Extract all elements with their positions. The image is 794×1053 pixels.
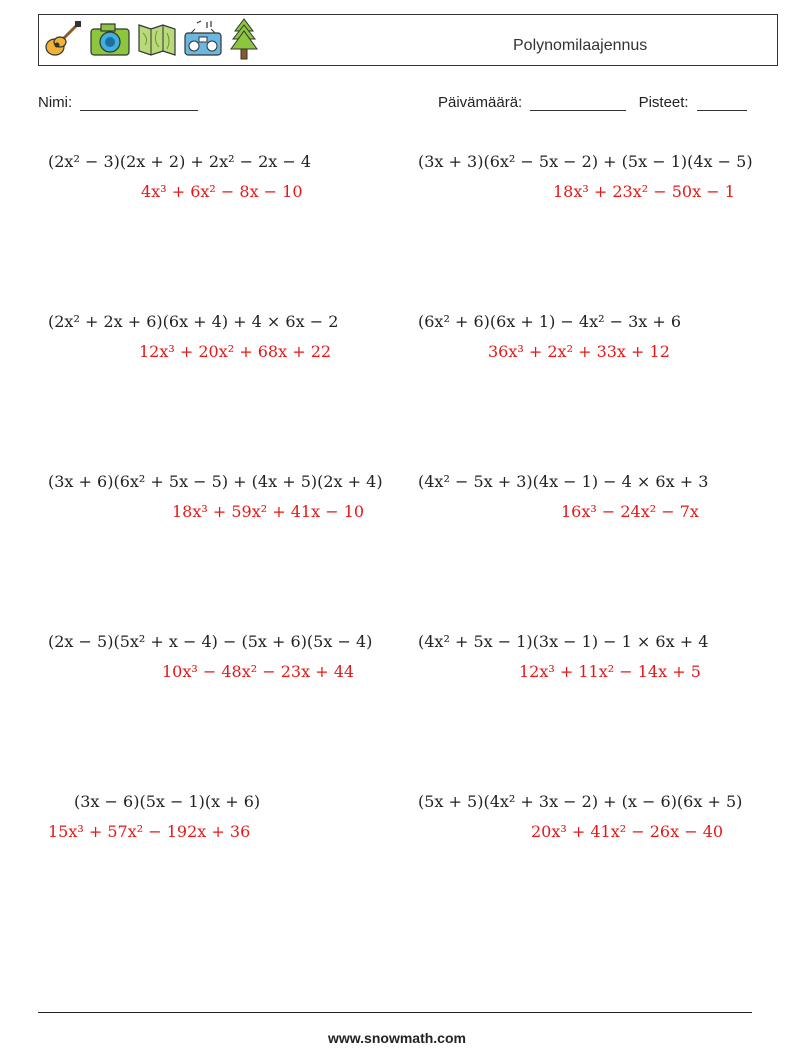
tree-icon bbox=[229, 17, 259, 66]
problem-7-question: (2x − 5)(5x² + x − 4) − (5x + 6)(5x − 4) bbox=[48, 632, 373, 651]
problem-5-answer: 18x³ + 59x² + 41x − 10 bbox=[172, 502, 365, 521]
problem-1-answer: 4x³ + 6x² − 8x − 10 bbox=[141, 182, 303, 201]
problem-7-answer: 10x³ − 48x² − 23x + 44 bbox=[162, 662, 355, 681]
worksheet-header bbox=[38, 14, 778, 66]
problem-9-question: (3x − 6)(5x − 1)(x + 6) bbox=[74, 792, 261, 811]
radio-icon bbox=[183, 19, 223, 64]
header-icons bbox=[43, 19, 259, 63]
score-label: Pisteet: bbox=[638, 94, 689, 111]
name-field bbox=[38, 94, 198, 111]
problem-2-question: (3x + 3)(6x² − 5x − 2) + (5x − 1)(4x − 5) bbox=[418, 152, 753, 171]
problem-5-question: (3x + 6)(6x² + 5x − 5) + (4x + 5)(2x + 4) bbox=[48, 472, 383, 491]
footer-divider bbox=[38, 1012, 752, 1013]
worksheet-title: Polynomilaajennus bbox=[513, 37, 648, 54]
problem-8-answer: 12x³ + 11x² − 14x + 5 bbox=[519, 662, 701, 681]
problem-4-answer: 36x³ + 2x² + 33x + 12 bbox=[488, 342, 670, 361]
date-label: Päivämäärä: bbox=[438, 94, 523, 111]
map-icon bbox=[137, 21, 177, 62]
date-score-fields bbox=[438, 94, 747, 111]
problem-6-answer: 16x³ − 24x² − 7x bbox=[561, 502, 699, 521]
problem-9-answer: 15x³ + 57x² − 192x + 36 bbox=[48, 822, 251, 841]
problem-4-question: (6x² + 6)(6x + 1) − 4x² − 3x + 6 bbox=[418, 312, 682, 331]
problem-1-question: (2x² − 3)(2x + 2) + 2x² − 2x − 4 bbox=[48, 152, 312, 171]
problem-2-answer: 18x³ + 23x² − 50x − 1 bbox=[553, 182, 735, 201]
name-label: Nimi: bbox=[38, 94, 73, 111]
problem-10-question: (5x + 5)(4x² + 3x − 2) + (x − 6)(6x + 5) bbox=[418, 792, 743, 811]
name-line[interactable] bbox=[80, 96, 198, 111]
problem-10-answer: 20x³ + 41x² − 26x − 40 bbox=[531, 822, 724, 841]
date-line[interactable] bbox=[530, 96, 626, 111]
problem-3-answer: 12x³ + 20x² + 68x + 22 bbox=[139, 342, 332, 361]
problem-6-question: (4x² − 5x + 3)(4x − 1) − 4 × 6x + 3 bbox=[418, 472, 709, 491]
camera-icon bbox=[89, 21, 131, 62]
problem-8-question: (4x² + 5x − 1)(3x − 1) − 1 × 6x + 4 bbox=[418, 632, 709, 651]
guitar-icon bbox=[43, 19, 83, 64]
problem-3-question: (2x² + 2x + 6)(6x + 4) + 4 × 6x − 2 bbox=[48, 312, 339, 331]
score-line[interactable] bbox=[697, 96, 747, 111]
footer-url[interactable]: www.snowmath.com bbox=[328, 1030, 466, 1046]
